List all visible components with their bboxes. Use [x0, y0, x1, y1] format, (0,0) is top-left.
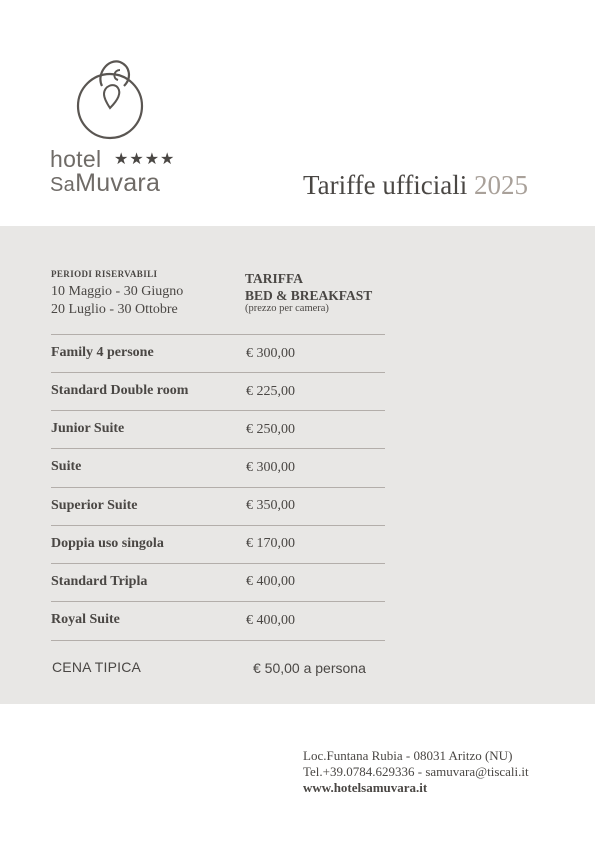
room-price: € 300,00 [246, 460, 295, 475]
brand-stars: ★★★★ [114, 149, 176, 168]
room-price: € 170,00 [246, 536, 295, 551]
divider [51, 448, 385, 449]
room-price: € 400,00 [246, 613, 295, 628]
room-price: € 300,00 [246, 346, 295, 361]
room-name: Standard Double room [51, 383, 189, 398]
contact-phone-email: Tel.+39.0784.629336 - samuvara@tiscali.it [303, 764, 529, 779]
room-price: € 350,00 [246, 498, 295, 513]
rate-heading-line1: TARIFFA [245, 271, 303, 286]
page-title-main: Tariffe ufficiali [303, 170, 468, 200]
dinner-label: CENA TIPICA [52, 659, 142, 675]
room-name: Superior Suite [51, 498, 138, 513]
rate-heading [245, 270, 372, 304]
divider [51, 487, 385, 488]
period-item: 10 Maggio - 30 Giugno [51, 284, 184, 299]
room-name: Standard Tripla [51, 574, 148, 589]
divider [51, 563, 385, 564]
divider [51, 525, 385, 526]
brand-hotel-word: hotel [50, 146, 102, 172]
dinner-price: € 50,00 a persona [253, 660, 366, 676]
contact-address: Loc.Funtana Rubia - 08031 Aritzo (NU) [303, 748, 513, 763]
divider [51, 640, 385, 641]
room-name: Junior Suite [51, 421, 125, 436]
page-title-year: 2025 [474, 170, 529, 200]
room-name: Doppia uso singola [51, 536, 164, 551]
room-name: Royal Suite [51, 612, 120, 627]
rate-note: (prezzo per camera) [245, 303, 329, 314]
contact-website: www.hotelsamuvara.it [303, 780, 428, 795]
page-title [303, 170, 528, 201]
brand-name-sa: Sa [50, 174, 76, 196]
room-price: € 225,00 [246, 384, 295, 399]
room-price: € 250,00 [246, 422, 295, 437]
divider [51, 372, 385, 373]
room-name: Family 4 persone [51, 345, 154, 360]
brand-name-muvara: Muvara [75, 169, 161, 197]
brand-name [50, 169, 160, 198]
room-price: € 400,00 [246, 574, 295, 589]
divider [51, 410, 385, 411]
periods-label: PERIODI RISERVABILI [51, 269, 158, 279]
swan-emblem-icon [74, 56, 146, 142]
rate-heading-line2: BED & BREAKFAST [245, 288, 373, 303]
divider [51, 601, 385, 602]
hotel-logo [50, 56, 180, 201]
divider [51, 334, 385, 335]
room-name: Suite [51, 459, 82, 474]
period-item: 20 Luglio - 30 Ottobre [51, 302, 178, 317]
